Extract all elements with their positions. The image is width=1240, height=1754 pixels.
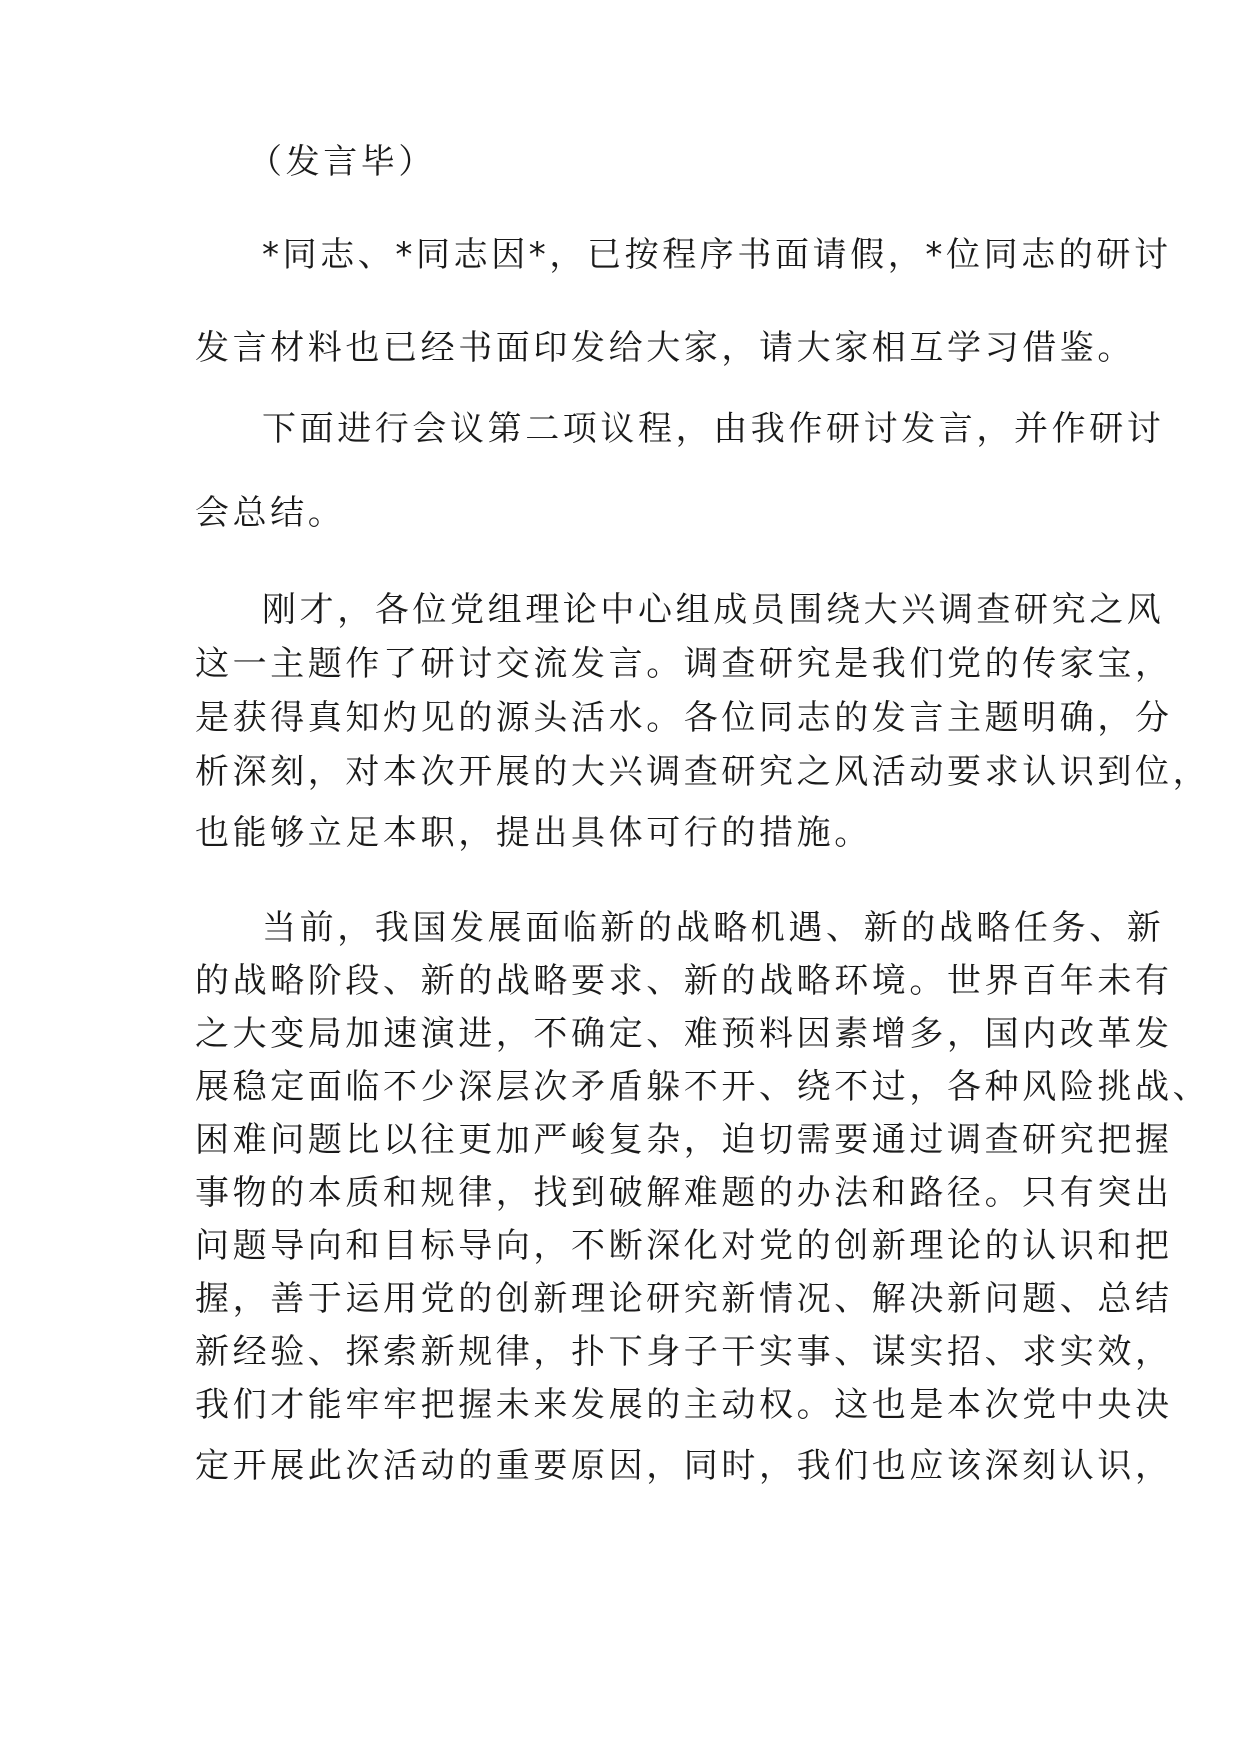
paragraph-3-line-2: 这一主题作了研讨交流发言。调查研究是我们党的传家宝， [195, 644, 1173, 684]
paragraph-2-line-2: 会总结。 [195, 493, 346, 533]
paragraph-3-line-4: 析深刻，对本次开展的大兴调查研究之风活动要求认识到位， [195, 752, 1211, 792]
closing-remark: （发言毕） [248, 142, 436, 182]
paragraph-1-line-1: *同志、*同志因*，已按程序书面请假，*位同志的研讨 [262, 235, 1172, 275]
paragraph-4-line-10: 我们才能牢牢把握未来发展的主动权。这也是本次党中央决 [195, 1385, 1173, 1425]
paragraph-4-line-9: 新经验、探索新规律，扑下身子干实事、谋实招、求实效， [195, 1332, 1173, 1372]
paragraph-4-line-3: 之大变局加速演进，不确定、难预料因素增多，国内改革发 [195, 1014, 1173, 1054]
paragraph-1-line-2: 发言材料也已经书面印发给大家，请大家相互学习借鉴。 [195, 328, 1135, 368]
paragraph-4-line-2: 的战略阶段、新的战略要求、新的战略环境。世界百年未有 [195, 961, 1173, 1001]
paragraph-4-line-7: 问题导向和目标导向，不断深化对党的创新理论的认识和把 [195, 1226, 1173, 1266]
paragraph-4-line-8: 握，善于运用党的创新理论研究新情况、解决新问题、总结 [195, 1279, 1173, 1319]
paragraph-4-line-1: 当前，我国发展面临新的战略机遇、新的战略任务、新 [262, 908, 1165, 948]
paragraph-4-line-11: 定开展此次活动的重要原因，同时，我们也应该深刻认识， [195, 1446, 1173, 1486]
paragraph-2-line-1: 下面进行会议第二项议程，由我作研讨发言，并作研讨 [262, 409, 1165, 449]
paragraph-3-line-5: 也能够立足本职，提出具体可行的措施。 [195, 813, 872, 853]
paragraph-4-line-5: 困难问题比以往更加严峻复杂，迫切需要通过调查研究把握 [195, 1120, 1173, 1160]
paragraph-4-line-4: 展稳定面临不少深层次矛盾躲不开、绕不过，各种风险挑战、 [195, 1067, 1211, 1107]
paragraph-4-line-6: 事物的本质和规律，找到破解难题的办法和路径。只有突出 [195, 1173, 1173, 1213]
paragraph-3-line-3: 是获得真知灼见的源头活水。各位同志的发言主题明确，分 [195, 698, 1173, 738]
paragraph-3-line-1: 刚才，各位党组理论中心组成员围绕大兴调查研究之风 [262, 590, 1165, 630]
